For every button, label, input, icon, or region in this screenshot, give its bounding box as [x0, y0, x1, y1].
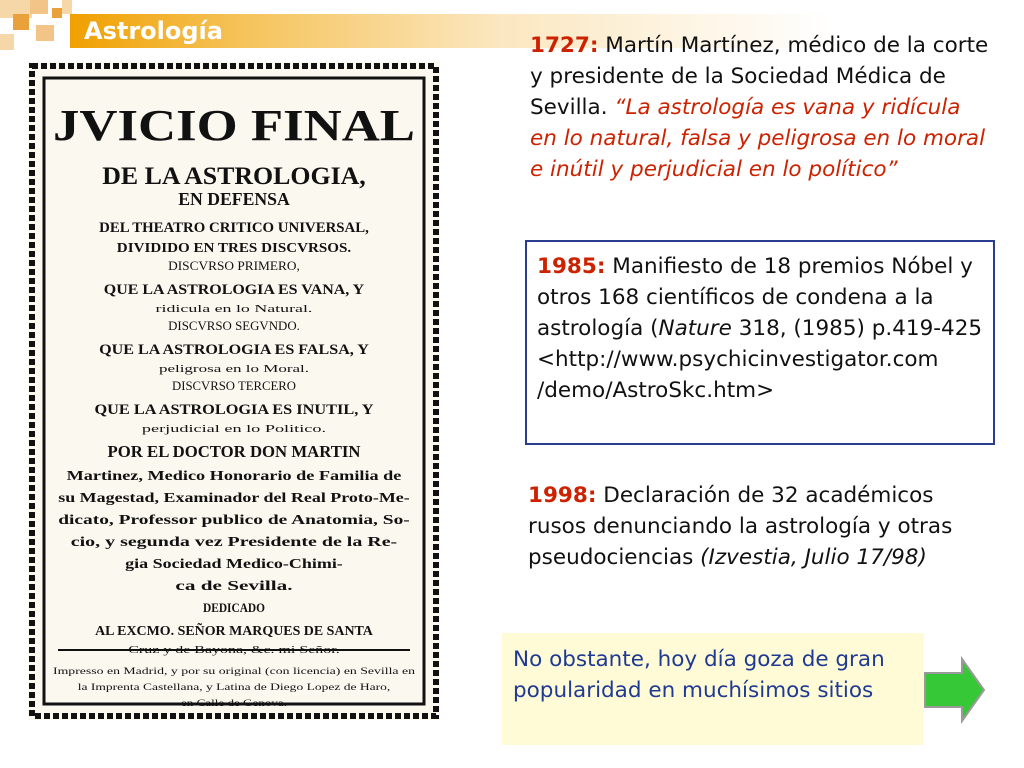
- arrow-right-icon: [925, 659, 984, 721]
- book-text-line: DE LA ASTROLOGIA,: [102, 163, 366, 190]
- entry-1985-citation: 318, (1985) p.419-425: [731, 316, 983, 341]
- book-text-line: AL EXCMO. SEÑOR MARQUES DE SANTA: [95, 624, 375, 639]
- year-1727: 1727:: [530, 33, 599, 58]
- entry-1985-box: [525, 240, 995, 445]
- book-text-line: DISCVRSO SEGVNDO.: [168, 319, 300, 333]
- book-text-line: Cruz y de Bayona, &c. mi Señor.: [128, 644, 341, 656]
- book-text-line: DIVIDIDO EN TRES DISCVRSOS.: [116, 241, 352, 256]
- book-text-line: DISCVRSO PRIMERO,: [168, 259, 300, 273]
- book-title-line: JVICIO FINAL: [53, 101, 415, 150]
- note-box: [502, 633, 924, 745]
- book-text-line: perjudicial en lo Politico.: [141, 423, 327, 435]
- entry-1727-text: Martín Martínez, médico de la corte y presidente de la Sociedad Médica de Sevilla.: [530, 33, 989, 120]
- book-text-line: QUE LA ASTROLOGIA ES VANA, Y: [103, 282, 365, 298]
- book-text-line: QUE LA ASTROLOGIA ES FALSA, Y: [99, 342, 370, 358]
- slide-title: Astrología: [84, 17, 223, 45]
- book-text-line: DEL THEATRO CRITICO UNIVERSAL,: [99, 220, 370, 236]
- book-text-line: EN DEFENSA: [178, 189, 290, 209]
- entry-1998: [528, 480, 988, 573]
- book-text-line: cio, y segunda vez Presidente de la Re-: [70, 534, 398, 549]
- book-text-line: Impresso en Madrid, y por su original (con licencia) en Sevilla en: [53, 666, 416, 676]
- book-text-line: DEDICADO: [203, 601, 266, 615]
- entry-1727: [530, 30, 990, 185]
- book-text-line: la Imprenta Castellana, y Latina de Diego Lopez de Haro,: [77, 682, 391, 692]
- book-text-line: QUE LA ASTROLOGIA ES INUTIL, Y: [94, 402, 374, 418]
- entry-1998-source: (Izvestia, Julio 17/98): [700, 545, 927, 570]
- url-line-1[interactable]: <http://www.psychicinvestigator.com: [537, 347, 939, 372]
- book-text-line: en Calle de Genova.: [180, 698, 288, 708]
- book-text-line: dicato, Professor publico de Anatomia, So-: [58, 512, 410, 527]
- book-text-line: POR EL DOCTOR DON MARTIN: [107, 442, 362, 461]
- year-1998: 1998:: [528, 483, 597, 508]
- book-text-line: ca de Sevilla.: [175, 578, 293, 593]
- url-line-2[interactable]: /demo/AstroSkc.htm>: [537, 378, 775, 403]
- book-text-line: gia Sociedad Medico-Chimi-: [125, 556, 343, 571]
- book-text-line: su Magestad, Examinador del Real Proto-Me-: [58, 490, 410, 505]
- note-text: No obstante, hoy día goza de gran popularidad en muchísimos sitios: [513, 647, 885, 703]
- book-text-line: peligrosa en lo Moral.: [158, 363, 310, 375]
- year-1985: 1985:: [537, 254, 606, 279]
- next-slide-button[interactable]: [922, 656, 986, 724]
- book-text-line: ridicula en lo Natural.: [155, 303, 313, 315]
- book-text-line: Martinez, Medico Honorario de Familia de: [66, 468, 402, 483]
- entry-1998-text: Declaración de 32 académicos rusos denunciando la astrología y otras pseudociencias: [528, 483, 953, 570]
- entry-1727-quote: “La astrología es vana y ridícula en lo natural, falsa y peligrosa en lo moral e inútil y perjudicial en lo político”: [530, 95, 986, 182]
- journal-name: Nature: [658, 316, 732, 341]
- book-title-page-image: [28, 62, 440, 720]
- book-text-line: DISCVRSO TERCERO: [172, 379, 296, 393]
- entry-1985-text: Manifiesto de 18 premios Nóbel y otros 168 científicos de condena a la astrología (: [537, 254, 973, 341]
